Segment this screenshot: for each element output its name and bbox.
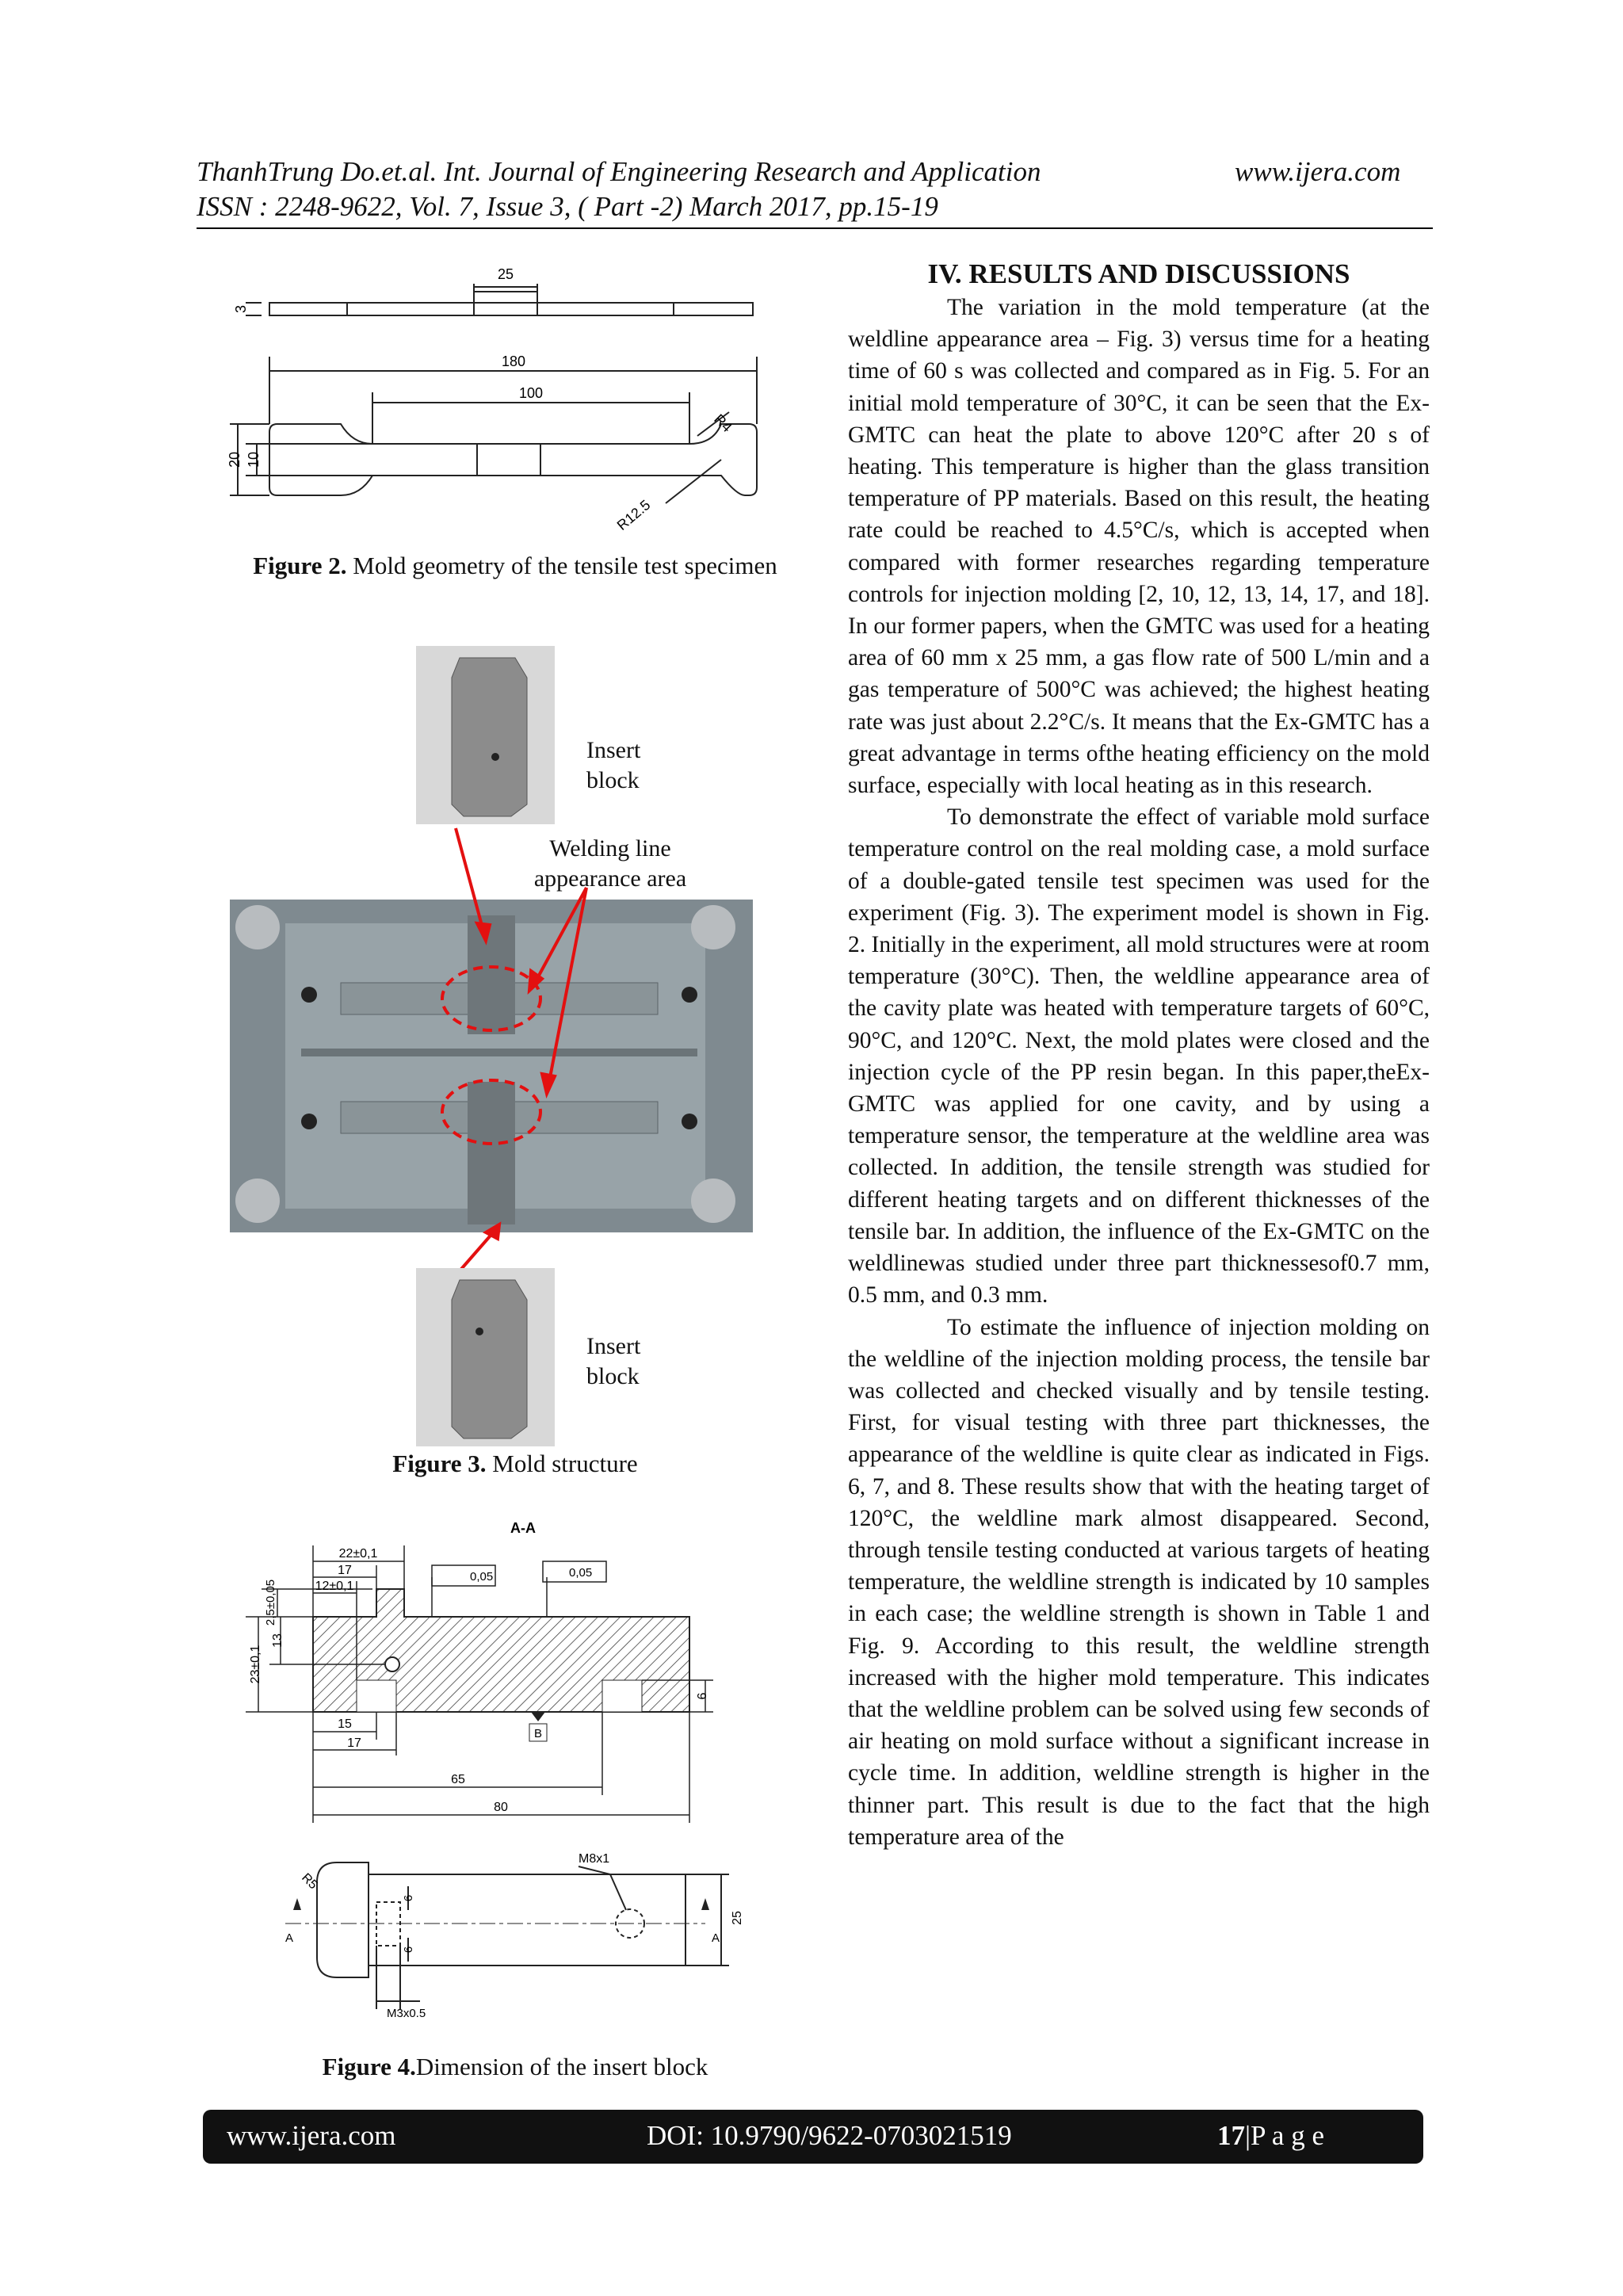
dim-m3: M3x0.5 (387, 2007, 426, 2020)
label-welding-line-1: Welding line (549, 835, 671, 861)
dim-6b: 6 (402, 1946, 415, 1954)
figure-4-caption-label: Figure 4. (322, 2053, 416, 2080)
figure-2-caption-label: Figure 2. (253, 552, 347, 579)
dim-10: 10 (246, 451, 262, 468)
label-insert-top-2: block (586, 767, 640, 793)
body-column (848, 257, 1430, 1853)
figure-4-drawing (230, 1514, 777, 2061)
figure-2-drawing (222, 262, 769, 555)
running-header-journal: ThanhTrung Do.et.al. Int. Journal of Engineering Research and Application (197, 156, 1041, 187)
paragraph-1: The variation in the mold temperature (at the weldline appearance area – Fig. 3) versus time for a heating time of 60 s was collected and compared as in Fig. 5. For an initial mold temperature of 30°C, it can be seen that the Ex-GMTC can heat the plate to above 120°C after 20 s of heating. This temperature is higher than the glass transition temperature of PP materials. Based on this result, the heating rate could be reached to 4.5°C/s, which is accepted when compared with former researches regarding temperature controls for injection molding [2, 10, 12, 13, 14, 17, and 18]. In our former papers, when the GMTC was used for a heating area of 60 mm x 25 mm, a gas flow rate of 500 L/min and a gas temperature of 500°C was achieved; the highest heating rate was just about 2.2°C/s. It means that the Ex-GMTC has a great advantage in terms ofthe heating efficiency on the mold surface, especially with local heating as in this research. (848, 295, 1430, 799)
section-a-a-label: A-A (510, 1520, 536, 1536)
header-rule (197, 227, 1433, 229)
figure-2-caption-text: Mold geometry of the tensile test specimen (353, 552, 777, 579)
section-arrow-a-right: A (712, 1931, 720, 1945)
dim-r4: R4 (711, 411, 735, 436)
dim-180: 180 (501, 353, 526, 369)
dim-6: 6 (696, 1692, 709, 1700)
dim-80: 80 (494, 1801, 508, 1814)
paragraph-3: To estimate the influence of injection molding on the weldline of the injection molding process, the tensile bar was collected and checked visually and by tensile testing. First, for visual testing with three part thicknesses, the appearance of the weldline is quite clear as indicated in Figs. 6, 7, and 8. These results show that with the heating target of 120°C, the weldline mark almost disappeared. Second, through tensile testing conducted at various targets of heating temperature, the weldline strength is indicated by 10 samples in each case; the weldline strength is shown in Table 1 and Fig. 9. According to this result, the weldline strength increased with the higher mold temperature. This indicates that the weldline problem can be solved using few seconds of air heating on mold surface without a significant increase in cycle time. In addition, weldline strength is higher in the thinner part. This result is due to the fact that the high temperature area of the (848, 1314, 1430, 1850)
running-header-url: www.ijera.com (1235, 156, 1401, 187)
figure-3-caption (238, 1448, 792, 1480)
footer-page-number: 17 (1217, 2120, 1245, 2151)
dim-25b: 25 (731, 1911, 744, 1925)
dim-23: 23±0,1 (249, 1645, 262, 1684)
tolerance-1: 0,05 (470, 1570, 494, 1584)
tolerance-2: 0,05 (569, 1566, 593, 1580)
figure-4-caption-text: Dimension of the insert block (415, 2053, 708, 2080)
label-welding-line-2: appearance area (533, 865, 687, 892)
datum-b: B (533, 1727, 543, 1740)
figure-3-caption-label: Figure 3. (392, 1450, 487, 1477)
dim-17a: 17 (338, 1564, 352, 1577)
running-header-issn: ISSN : 2248-9622, Vol. 7, Issue 3, ( Part -2) March 2017, pp.15-19 (197, 191, 938, 222)
label-insert-bottom-1: Insert (586, 1333, 641, 1359)
dim-17b: 17 (347, 1736, 361, 1750)
figure-4-caption (238, 2051, 792, 2083)
dim-15: 15 (338, 1717, 352, 1731)
page-footer (203, 2110, 1423, 2164)
section-heading: IV. RESULTS AND DISCUSSIONS (927, 258, 1350, 289)
dim-m8: M8x1 (579, 1852, 610, 1866)
label-insert-top-1: Insert (586, 737, 641, 763)
label-insert-bottom-2: block (586, 1363, 640, 1389)
figure-3-caption-text: Mold structure (492, 1450, 638, 1477)
dim-65: 65 (451, 1773, 465, 1786)
dim-22: 22±0,1 (338, 1547, 378, 1561)
footer-doi: DOI: 10.9790/9622-0703021519 (647, 2120, 1012, 2151)
dim-20: 20 (227, 451, 242, 468)
dim-r12-5: R12.5 (613, 496, 654, 534)
section-arrow-a-left: A (285, 1931, 294, 1945)
dim-6a: 6 (402, 1894, 415, 1902)
footer-page (1217, 2120, 1324, 2152)
paragraph-2: To demonstrate the effect of variable mold surface temperature control on the real molding case, a mold surface of a double-gated tensile test specimen was used for the experiment (Fig. 3). The experiment model is shown in Fig. 2. Initially in the experiment, all mold structures were at room temperature (30°C). Then, the weldline appearance area of the cavity plate was heated with temperature targets of 60°C, 90°C, and 120°C. Next, the mold plates were closed and the injection cycle of the PP resin began. In this paper,theEx-GMTC was applied for one cavity, and by using a temperature sensor, the temperature at the weldline area was collected. In addition, the tensile strength was studied for different heating targets and on different thicknesses of the tensile bar. In addition, the influence of the Ex-GMTC on the weldlinewas studied under three part thicknessesof0.7 mm, 0.5 mm, and 0.3 mm. (848, 804, 1430, 1308)
figure-2-caption (238, 550, 792, 582)
dim-100: 100 (518, 385, 544, 401)
dim-12: 12±0,1 (315, 1580, 354, 1593)
dim-13: 13 (271, 1633, 285, 1648)
figure-3-photo (222, 646, 761, 1454)
footer-page-word: |P a g e (1245, 2120, 1324, 2151)
dim-2-5: 2,5±0,05 (264, 1579, 277, 1626)
dim-r5: R5 (299, 1870, 320, 1893)
dim-25: 25 (497, 266, 514, 282)
dim-3: 3 (233, 304, 249, 314)
footer-site: www.ijera.com (227, 2120, 396, 2151)
